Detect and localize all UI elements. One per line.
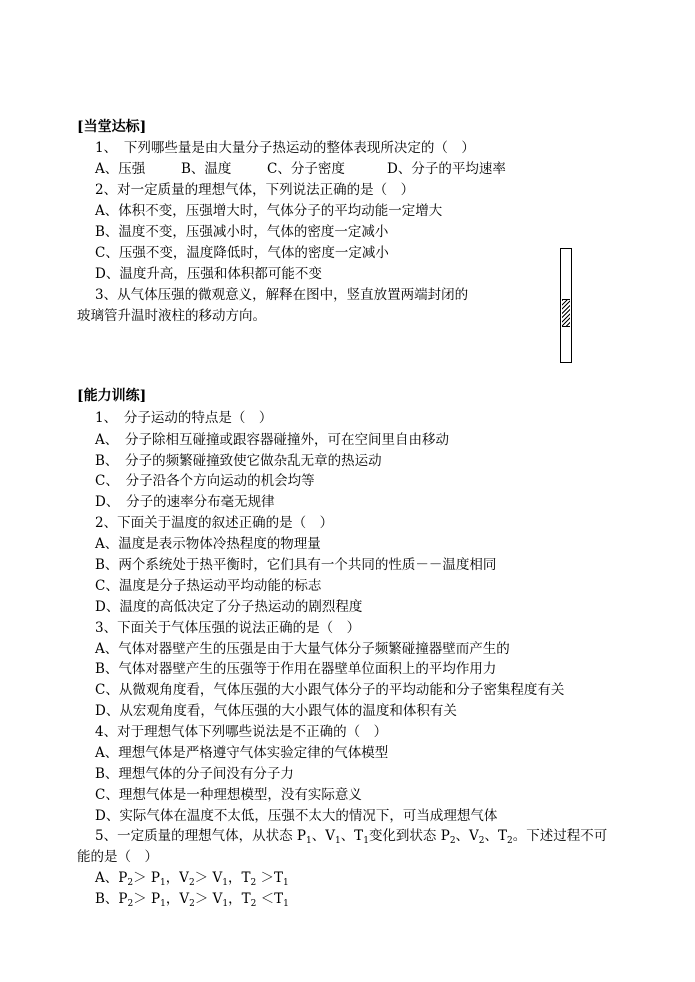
s2-question-5-line-1: 5、一定质量的理想气体，从状态 $P_1$、$V_1$、$T_1$变化到状态 $P_2$、$V_2$、$T_2$。下述过程不可	[95, 828, 608, 846]
s2-q1-option-a: A、 分子除相互碰撞或跟容器碰撞外，可在空间里自由移动	[95, 432, 449, 448]
s1-q1-option-b: B、温度	[181, 161, 232, 177]
s2-q2-option-c: C、温度是分子热运动平均动能的标志	[95, 578, 322, 594]
s1-q2-option-d: D、温度升高，压强和体积都可能不变	[95, 266, 322, 282]
s2-question-5-line-2: 能的是（ ）	[77, 849, 158, 865]
s2-q4-option-a: A、理想气体是严格遵守气体实验定律的气体模型	[95, 745, 389, 761]
s2-q1-option-d: D、 分子的速率分布毫无规律	[95, 494, 275, 510]
s2-question-4: 4、对于理想气体下列哪些说法是不正确的（ ）	[95, 724, 388, 740]
section-heading-ability-training: [能力训练]	[77, 388, 147, 404]
s2-q3-option-c: C、从微观角度看，气体压强的大小跟气体分子的平均动能和分子密集程度有关	[95, 682, 565, 698]
s1-question-1: 1、 下列哪些量是由大量分子热运动的整体表现所决定的（ ）	[95, 140, 475, 156]
s1-question-2: 2、对一定质量的理想气体，下列说法正确的是（ ）	[95, 182, 415, 198]
sealed-glass-tube-figure	[560, 248, 572, 363]
s2-q4-option-b: B、理想气体的分子间没有分子力	[95, 766, 294, 782]
s1-question-3-line-1: 3、从气体压强的微观意义，解释在图中，竖直放置两端封闭的	[95, 287, 469, 303]
s1-q2-option-c: C、压强不变，温度降低时，气体的密度一定减小	[95, 245, 389, 261]
s1-q1-option-d: D、分子的平均速率	[387, 161, 506, 177]
s1-q2-option-a: A、体积不变，压强增大时，气体分子的平均动能一定增大	[95, 203, 443, 219]
s2-question-2: 2、下面关于温度的叙述正确的是（ ）	[95, 515, 334, 531]
s2-q1-option-b: B、 分子的频繁碰撞致使它做杂乱无章的热运动	[95, 453, 382, 469]
s2-q3-option-a: A、气体对器壁产生的压强是由于大量气体分子频繁碰撞器壁而产生的	[95, 641, 510, 657]
s2-q4-option-d: D、实际气体在温度不太低，压强不太大的情况下，可当成理想气体	[95, 808, 498, 824]
s2-q4-option-c: C、理想气体是一种理想模型，没有实际意义	[95, 787, 362, 803]
s1-question-1-options	[95, 159, 506, 179]
s2-q2-option-d: D、温度的高低决定了分子热运动的剧烈程度	[95, 599, 363, 615]
s2-q5-option-a: A、$P_2> P_1$，$V_2> V_1$，$T_2 >T_1$	[95, 870, 289, 888]
s1-q1-option-c: C、分子密度	[267, 161, 345, 177]
s2-q1-option-c: C、 分子沿各个方向运动的机会均等	[95, 473, 315, 489]
section-heading-class-check: [当堂达标]	[77, 119, 147, 135]
s2-q3-option-b: B、气体对器壁产生的压强等于作用在器壁单位面积上的平均作用力	[95, 661, 497, 677]
s1-question-3-line-2: 玻璃管升温时液柱的移动方向。	[77, 308, 266, 324]
s1-q2-option-b: B、温度不变，压强减小时，气体的密度一定减小	[95, 224, 389, 240]
s1-q1-option-a: A、压强	[95, 161, 146, 177]
liquid-column	[562, 299, 570, 327]
s2-q5-option-b: B、$P_2> P_1$，$V_2> V_1$，$T_2 <T_1$	[95, 891, 289, 909]
s2-question-3: 3、下面关于气体压强的说法正确的是（ ）	[95, 620, 361, 636]
s2-q2-option-b: B、两个系统处于热平衡时，它们具有一个共同的性质－－温度相同	[95, 557, 497, 573]
s2-q3-option-d: D、从宏观角度看，气体压强的大小跟气体的温度和体积有关	[95, 703, 457, 719]
s2-question-1: 1、 分子运动的特点是（ ）	[95, 410, 273, 426]
s2-q2-option-a: A、温度是表示物体冷热程度的物理量	[95, 536, 321, 552]
